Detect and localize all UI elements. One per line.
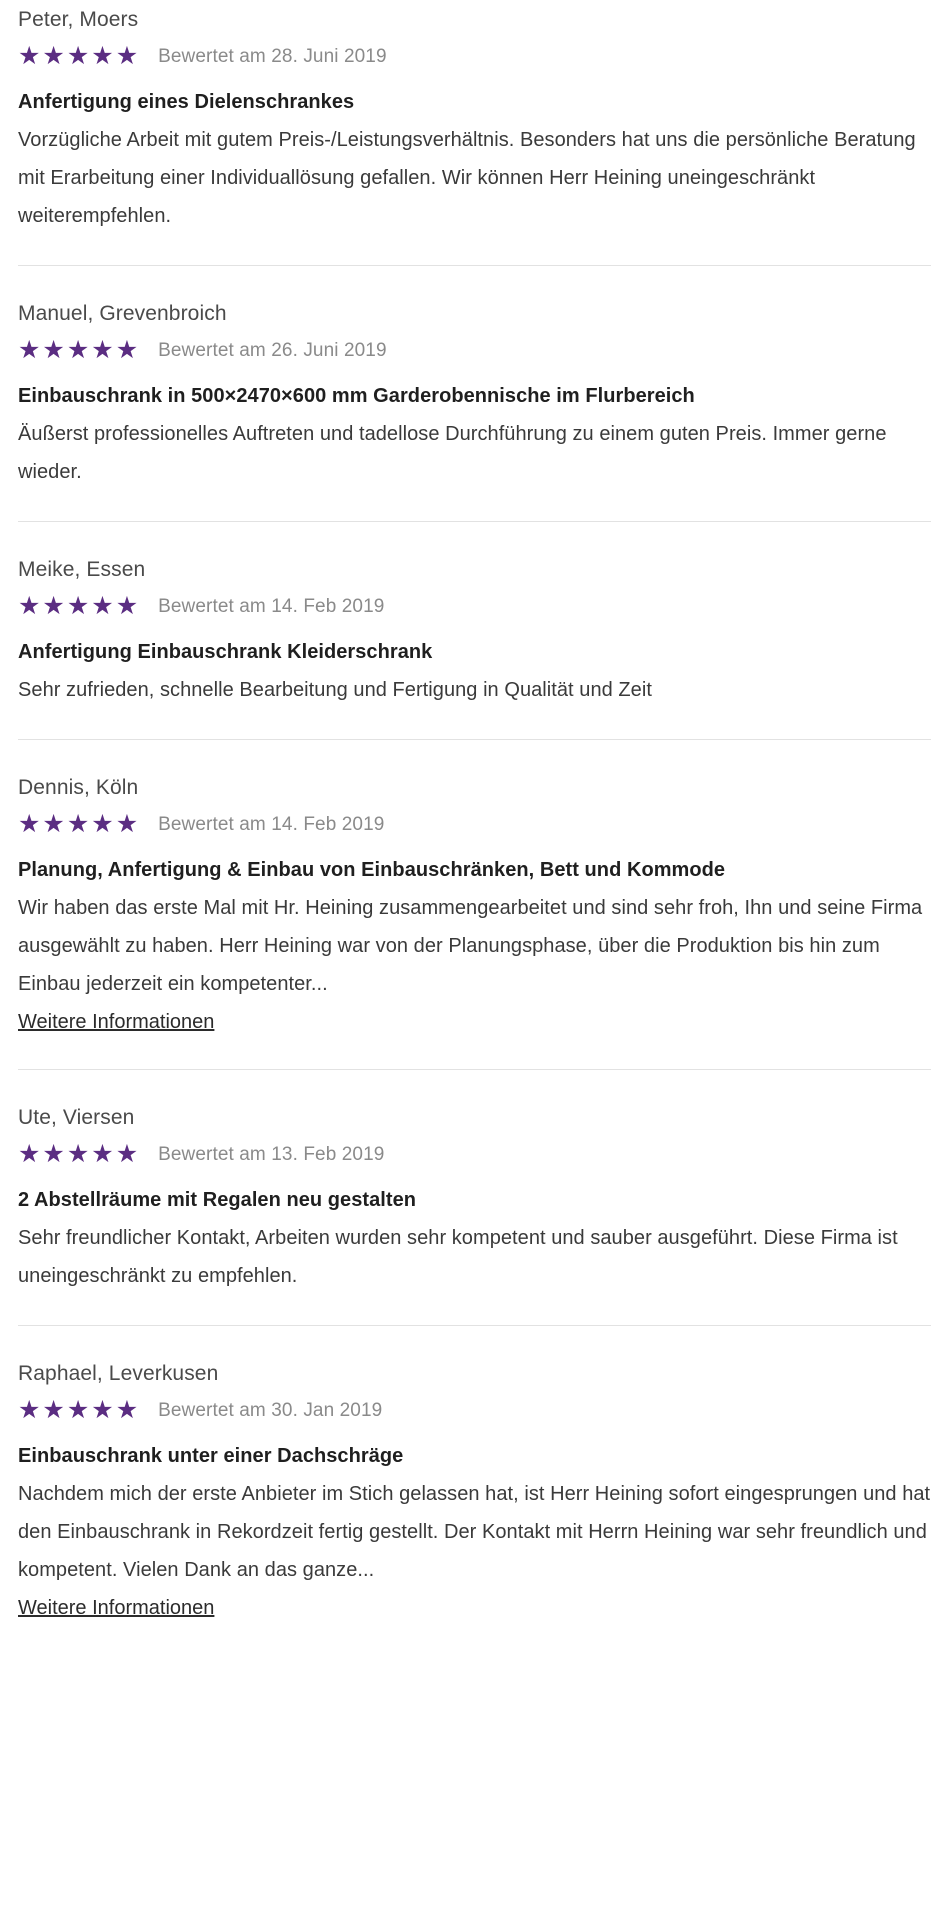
star-icon: ★: [66, 336, 92, 364]
review-title: 2 Abstellräume mit Regalen neu gestalten: [18, 1189, 417, 1211]
review-item: [18, 521, 931, 709]
star-icon: ★: [42, 336, 67, 364]
review-text: Nachdem mich der erste Anbieter im Stich gelassen hat, ist Herr Heining sofort eingesprungen und hat den Einbauschrank in Rekordzeit fertig gestellt. Der Kontakt mit Herrn Heining war sehr freundlich und kompetent. Vielen Dank an das ganze...: [18, 1483, 931, 1581]
review-text: Wir haben das erste Mal mit Hr. Heining zusammengearbeitet und sind sehr froh, Ihn und seine Firma ausgewählt zu haben. Herr Heining war von der Planungsphase, über die Produktion bis hin zum Einbau jederzeit ein kompetenter...: [18, 897, 923, 995]
star-icon: ★: [42, 42, 67, 70]
star-icon: ★: [91, 592, 116, 620]
review-date: Bewertet am 13. Feb 2019: [158, 1143, 385, 1165]
star-icon: ★: [115, 1396, 141, 1424]
star-icon: ★: [115, 592, 141, 620]
star-icon: ★: [91, 42, 116, 70]
star-icon: ★: [18, 1396, 43, 1424]
review-author: Meike, Essen: [18, 558, 146, 581]
review-author: Dennis, Köln: [18, 776, 139, 799]
review-author: Peter, Moers: [18, 8, 139, 31]
star-icon: ★: [115, 810, 141, 838]
star-icon: ★: [18, 336, 43, 364]
review-item: [18, 739, 931, 1039]
review-date: Bewertet am 28. Juni 2019: [158, 45, 387, 67]
star-rating: [18, 1142, 140, 1167]
star-rating: [18, 812, 140, 837]
star-rating: [18, 1398, 140, 1423]
star-icon: ★: [18, 810, 43, 838]
review-date: Bewertet am 14. Feb 2019: [158, 595, 385, 617]
star-icon: ★: [91, 1140, 116, 1168]
review-text: Vorzügliche Arbeit mit gutem Preis-/Leistungsverhältnis. Besonders hat uns die persönliche Beratung mit Erarbeitung einer Individuallösung gefallen. Wir können Herr Heining uneingeschränkt weiterempfehlen.: [18, 129, 916, 227]
review-title: Anfertigung eines Dielenschrankes: [18, 91, 355, 113]
star-icon: ★: [91, 1396, 116, 1424]
review-title: Einbauschrank unter einer Dachschräge: [18, 1445, 404, 1467]
star-rating: [18, 338, 140, 363]
review-author: Manuel, Grevenbroich: [18, 302, 227, 325]
review-title: Planung, Anfertigung & Einbau von Einbauschränken, Bett und Kommode: [18, 859, 726, 881]
review-rating-row: [18, 1398, 931, 1423]
star-icon: ★: [91, 336, 116, 364]
review-item: [18, 0, 931, 235]
star-icon: ★: [115, 1140, 141, 1168]
review-item: [18, 1325, 931, 1625]
review-date: Bewertet am 26. Juni 2019: [158, 339, 387, 361]
star-rating: [18, 594, 140, 619]
review-title: Einbauschrank in 500×2470×600 mm Garderobennische im Flurbereich: [18, 385, 695, 407]
review-rating-row: [18, 44, 931, 69]
review-text: Sehr zufrieden, schnelle Bearbeitung und Fertigung in Qualität und Zeit: [18, 679, 652, 701]
review-author: Ute, Viersen: [18, 1106, 135, 1129]
review-rating-row: [18, 594, 931, 619]
star-icon: ★: [91, 810, 116, 838]
star-icon: ★: [18, 1140, 43, 1168]
review-rating-row: [18, 338, 931, 363]
review-date: Bewertet am 14. Feb 2019: [158, 813, 385, 835]
star-icon: ★: [18, 42, 43, 70]
star-icon: ★: [66, 42, 92, 70]
read-more-link[interactable]: Weitere Informationen: [18, 1597, 215, 1619]
star-icon: ★: [66, 1140, 92, 1168]
read-more-link[interactable]: Weitere Informationen: [18, 1011, 215, 1033]
star-rating: [18, 44, 140, 69]
review-rating-row: [18, 812, 931, 837]
star-icon: ★: [42, 592, 67, 620]
review-item: [18, 1069, 931, 1295]
star-icon: ★: [115, 42, 141, 70]
review-text: Äußerst professionelles Auftreten und tadellose Durchführung zu einem guten Preis. Immer gerne wieder.: [18, 423, 887, 483]
star-icon: ★: [42, 1140, 67, 1168]
review-text: Sehr freundlicher Kontakt, Arbeiten wurden sehr kompetent und sauber ausgeführt. Diese Firma ist uneingeschränkt zu empfehlen.: [18, 1227, 898, 1287]
star-icon: ★: [42, 1396, 67, 1424]
star-icon: ★: [42, 810, 67, 838]
star-icon: ★: [18, 592, 43, 620]
review-rating-row: [18, 1142, 931, 1167]
review-item: [18, 265, 931, 491]
star-icon: ★: [66, 1396, 92, 1424]
review-title: Anfertigung Einbauschrank Kleiderschrank: [18, 641, 433, 663]
star-icon: ★: [115, 336, 141, 364]
star-icon: ★: [66, 810, 92, 838]
review-date: Bewertet am 30. Jan 2019: [158, 1399, 383, 1421]
review-author: Raphael, Leverkusen: [18, 1362, 219, 1385]
star-icon: ★: [66, 592, 92, 620]
